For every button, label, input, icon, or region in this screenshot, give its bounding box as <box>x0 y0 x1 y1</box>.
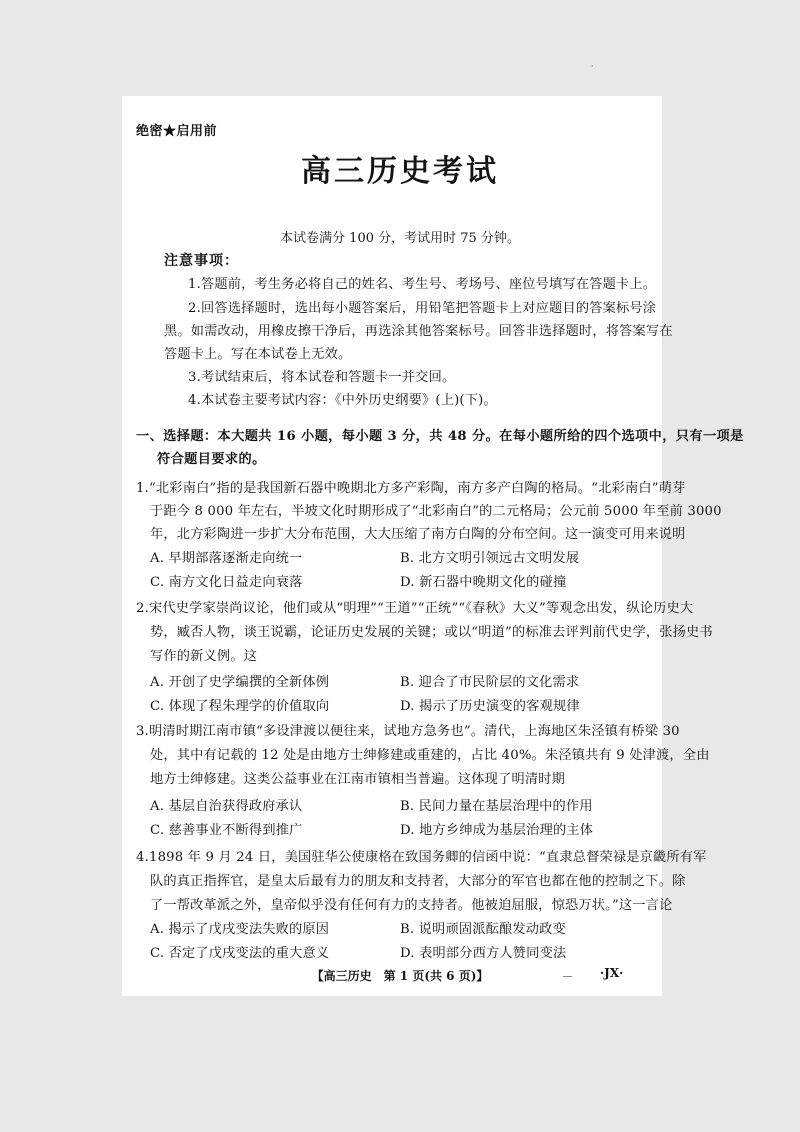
question-1-option-a[interactable]: A. 早期部落逐渐走向统一 <box>150 551 303 566</box>
question-4-line: 了一帮改革派之外，皇帝似乎没有任何有力的支持者。他被迫屈服，惊恐万状。”这一言论 <box>150 898 673 913</box>
question-3-option-c[interactable]: C. 慈善事业不断得到推广 <box>150 823 303 838</box>
notice-line: 黑。如需改动，用橡皮擦干净后，再选涂其他答案标号。回答非选择题时，将答案写在 <box>164 324 673 339</box>
question-1-option-d[interactable]: D. 新石器中晚期文化的碰撞 <box>400 575 567 590</box>
question-2-line: 2.宋代史学家崇尚议论，他们或从“明理”“王道”“正统”“《春秋》大义”等观念出发，纵论历史大 <box>136 601 694 616</box>
question-1-line: 于距今 8 000 年左右，半坡文化时期形成了“北彩南白”的二元格局；公元前 5000 年至前 3000 <box>150 504 722 519</box>
question-1-option-c[interactable]: C. 南方文化日益走向衰落 <box>150 575 303 590</box>
question-1-line: 年，北方彩陶进一步扩大分布范围，大大压缩了南方白陶的分布空间。这一演变可用来说明 <box>150 527 686 542</box>
corner-mark: · <box>591 62 594 71</box>
question-4-option-b[interactable]: B. 说明顽固派酝酿发动政变 <box>400 922 566 937</box>
question-4-option-d[interactable]: D. 表明部分西方人赞同变法 <box>400 946 567 961</box>
question-3-option-b[interactable]: B. 民间力量在基层治理中的作用 <box>400 799 593 814</box>
edition-code: ·JX· <box>600 966 624 980</box>
notice-line: 答题卡上。写在本试卷上无效。 <box>164 347 352 362</box>
question-3-option-a[interactable]: A. 基层自治获得政府承认 <box>150 799 303 814</box>
question-4-line: 4.1898 年 9 月 24 日，美国驻华公使康格在致国务卿的信函中说：“直隶总督荣禄是京畿所有军 <box>136 850 707 865</box>
section-header-continued: 符合题目要求的。 <box>157 452 266 467</box>
question-2-option-a[interactable]: A. 开创了史学编撰的全新体例 <box>150 675 330 690</box>
question-3-option-d[interactable]: D. 地方乡绅成为基层治理的主体 <box>400 823 594 838</box>
question-2-line: 写作的新义例。这 <box>150 649 258 664</box>
question-2-option-c[interactable]: C. 体现了程朱理学的价值取向 <box>150 699 330 714</box>
question-2-line: 势，臧否人物，谈王说霸，论证历史发展的关键；或以“明道”的标准去评判前代史学，张扬史书 <box>150 625 713 640</box>
question-4-option-c[interactable]: C. 否定了戊戌变法的重大意义 <box>150 946 330 961</box>
notice-line: 4.本试卷主要考试内容：《中外历史纲要》(上)(下)。 <box>188 393 497 408</box>
confidential-label: 绝密★启用前 <box>136 124 218 139</box>
scan-smudge <box>563 976 572 977</box>
question-2-option-b[interactable]: B. 迎合了市民阶层的文化需求 <box>400 675 580 690</box>
question-4-option-a[interactable]: A. 揭示了戊戌变法失败的原因 <box>150 922 330 937</box>
notice-heading: 注意事项： <box>164 253 239 269</box>
notice-line: 1.答题前，考生务必将自己的姓名、考生号、考场号、座位号填写在答题卡上。 <box>188 277 657 292</box>
question-1-option-b[interactable]: B. 北方文明引领远古文明发展 <box>400 551 580 566</box>
section-header: 一、选择题：本大题共 16 小题，每小题 3 分，共 48 分。在每小题所给的四个选项中，只有一项是 <box>136 429 744 444</box>
page-footer: 【高三历史 第 1 页(共 6 页)】 <box>311 969 489 983</box>
exam-info: 本试卷满分 100 分，考试用时 75 分钟。 <box>280 231 520 246</box>
question-3-line: 地方士绅修建。这类公益事业在江南市镇相当普遍。这体现了明清时期 <box>150 772 566 787</box>
question-4-line: 队的真正指挥官，是皇太后最有力的朋友和支持者，大部分的军官也都在他的控制之下。除 <box>150 874 686 889</box>
question-3-line: 处，其中有记载的 12 处是由地方士绅修建或重建的，占比 40%。朱泾镇共有 9 处津渡，全由 <box>150 748 710 763</box>
question-2-option-d[interactable]: D. 揭示了历史演变的客观规律 <box>400 699 580 714</box>
page-title: 高三历史考试 <box>301 154 499 189</box>
notice-line: 3.考试结束后，将本试卷和答题卡一并交回。 <box>188 370 456 385</box>
question-1-line: 1.“北彩南白”指的是我国新石器中晚期北方多产彩陶，南方多产白陶的格局。“北彩南白”萌芽 <box>136 481 686 496</box>
notice-line: 2.回答选择题时，选出每小题答案后，用铅笔把答题卡上对应题目的答案标号涂 <box>188 301 657 316</box>
question-3-line: 3.明清时期江南市镇“多设津渡以便往来，试地方急务也”。清代，上海地区朱泾镇有桥梁 30 <box>136 724 680 739</box>
